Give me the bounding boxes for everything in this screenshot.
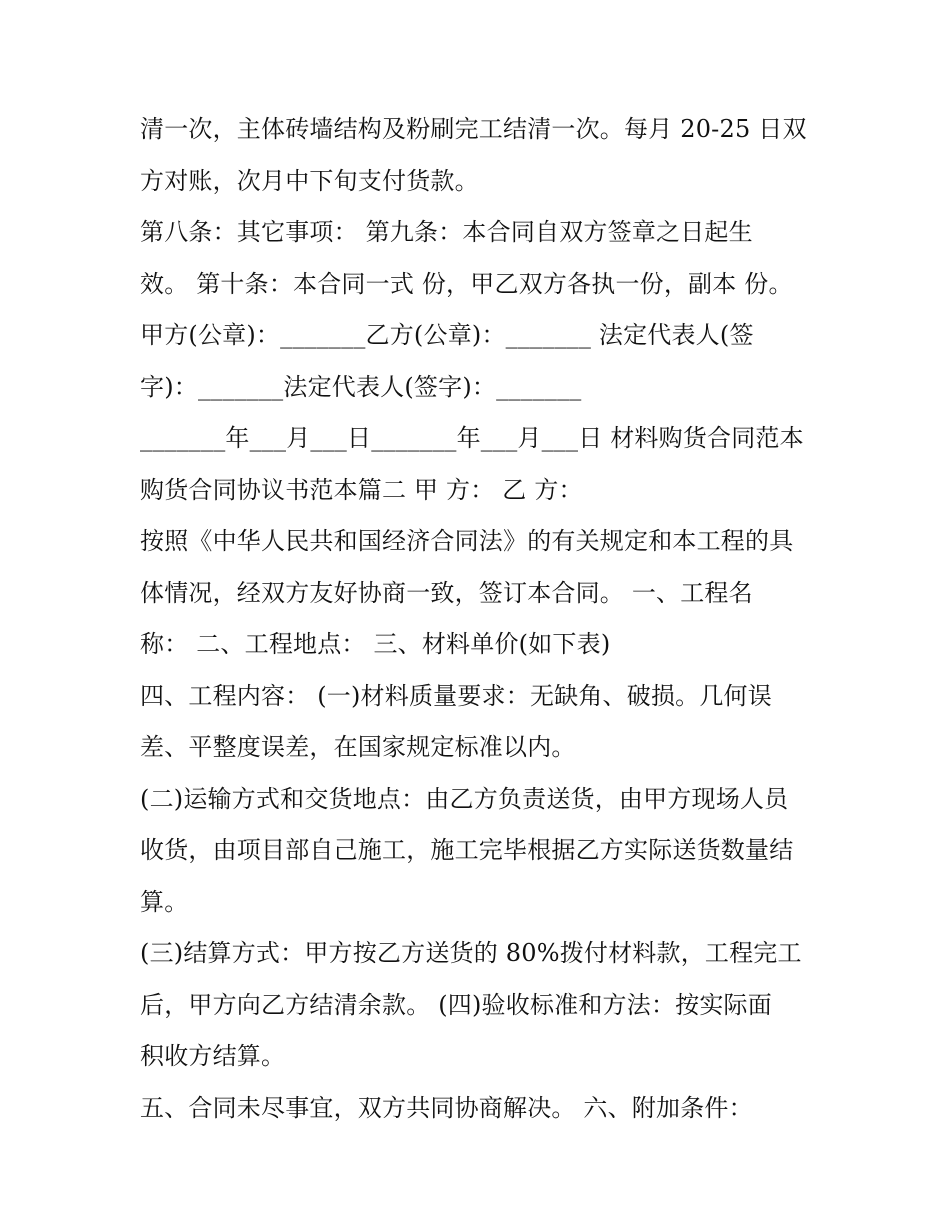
text-line: 算。	[140, 887, 189, 916]
text-line: 清一次，主体砖墙结构及粉刷完工结清一次。每月 20-25 日双	[140, 115, 807, 143]
text-line: 差、平整度误差，在国家规定标准以内。	[140, 733, 576, 761]
text-line: 体情况，经双方友好协商一致，签订本合同。 一、工程名	[140, 578, 753, 607]
text-line: 五、合同未尽事宜，双方共同协商解决。 六、附加条件：	[140, 1093, 753, 1122]
text-line: (三)结算方式：甲方按乙方送货的 80%拨付材料款，工程完工	[140, 939, 802, 967]
text-line: 后，甲方向乙方结清余款。 (四)验收标准和方法：按实际面	[140, 990, 772, 1019]
text-line: 收货，由项目部自己施工，施工完毕根据乙方实际送货数量结	[140, 836, 794, 864]
text-line: 方对账，次月中下旬支付货款。	[140, 166, 479, 195]
text-line: 效。 第十条：本合同一式 份，甲乙双方各执一份，副本 份。	[140, 269, 793, 298]
text-line: 购货合同协议书范本篇二 甲 方： 乙 方：	[140, 475, 583, 504]
text-line: 字)：_______法定代表人(签字)：_______	[140, 372, 582, 401]
text-line: _______年___月___日_______年___月___日 材料购货合同范本	[140, 424, 804, 452]
text-line: 甲方(公章)：_______乙方(公章)：_______ 法定代表人(签	[140, 321, 754, 349]
text-line: (二)运输方式和交货地点：由乙方负责送货，由甲方现场人员	[140, 784, 789, 813]
contract-text	[140, 104, 820, 1134]
text-line: 第八条：其它事项： 第九条：本合同自双方签章之日起生	[140, 218, 753, 246]
text-line: 积收方结算。	[140, 1042, 286, 1070]
text-line: 按照《中华人民共和国经济合同法》的有关规定和本工程的具	[140, 527, 794, 555]
text-line: 称： 二、工程地点： 三、材料单价(如下表)	[140, 630, 611, 658]
text-line: 四、工程内容： (一)材料质量要求：无缺角、破损。几何误	[140, 681, 772, 710]
